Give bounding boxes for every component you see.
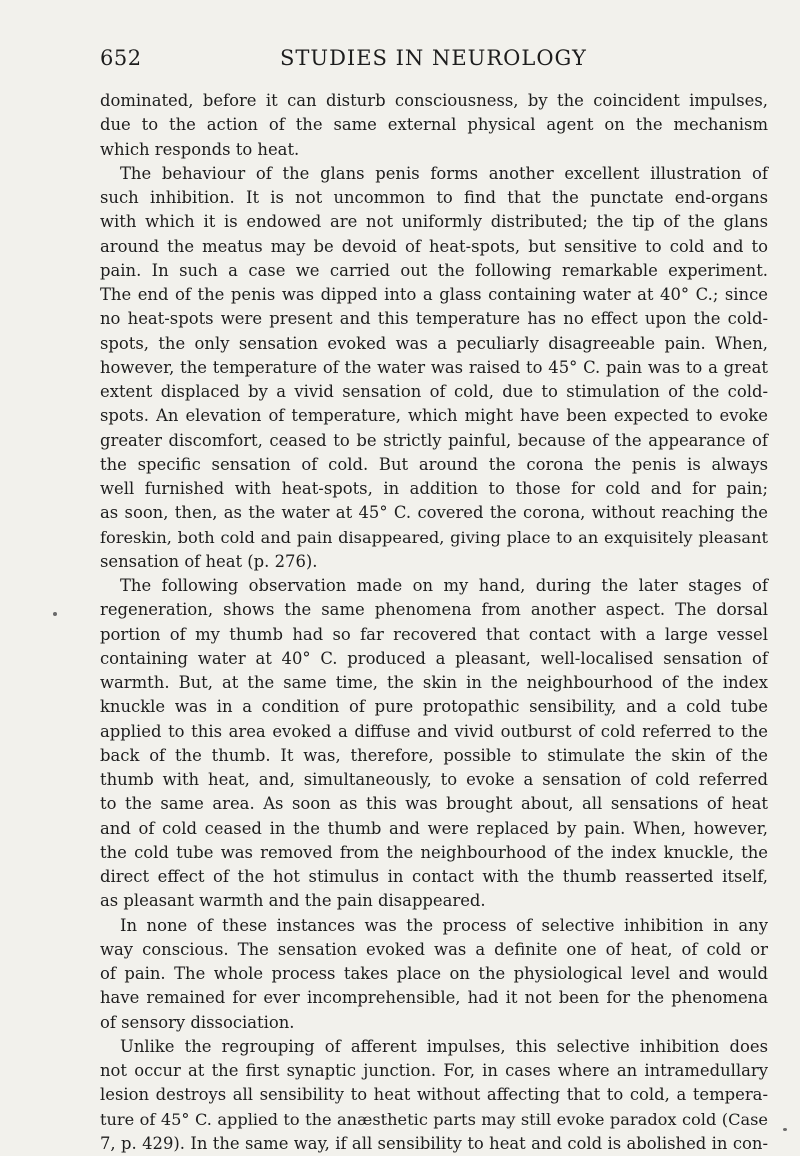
print-speck [783,1128,787,1131]
text-line: regeneration, shows the same phenomena from another aspect. The dorsal [100,600,768,620]
text-line: well furnished with heat-spots, in addition to those for cold and for pain; [100,479,768,498]
text-line: which responds to heat. [100,139,300,159]
paragraph-first-line: The behaviour of the glans penis forms another excellent illustration of [120,163,768,183]
text-line: of pain. The whole process takes place on the physiological level and would [100,964,768,983]
running-head [100,46,772,76]
text-line: extent displaced by a vivid sensation of cold, due to stimulation of the cold- [100,382,768,401]
paragraph-first-line: The following observation made on my hand, during the later stages of [120,576,768,595]
running-title: STUDIES IN NEUROLOGY [280,46,587,70]
text-line: such inhibition. It is not uncommon to find that the punctate end-organs [100,188,768,207]
text-line: the cold tube was removed from the neighbourhood of the index knuckle, the [100,842,768,862]
page-number: 652 [100,46,142,70]
text-line: around the meatus may be devoid of heat-spots, but sensitive to cold and to [100,236,768,256]
text-line: thumb with heat, and, simultaneously, to evoke a sensation of cold referred [100,770,768,789]
paragraph-first-line: In none of these instances was the process of selective inhibition in any [120,915,768,935]
paragraph-first-line: Unlike the regrouping of afferent impulses, this selective inhibition does [120,1036,768,1056]
text-line: as pleasant warmth and the pain disappeared. [100,891,486,911]
text-line: sensation of heat (p. 276). [100,551,318,571]
text-line: applied to this area evoked a diffuse and vivid outburst of cold referred to the [100,721,768,741]
print-speck [53,612,57,616]
text-line: pain. In such a case we carried out the following remarkable experiment. [100,260,768,280]
text-line: warmth. But, at the same time, the skin in the neighbourhood of the index [100,673,768,692]
text-line: foreskin, both cold and pain disappeared, giving place to an exquisitely pleasant [100,527,768,547]
text-line: greater discomfort, ceased to be strictly painful, because of the appearance of [100,430,768,450]
text-line: The end of the penis was dipped into a glass containing water at 40° C.; since [100,285,768,304]
text-line: of sensory dissociation. [100,1012,295,1032]
text-line: ture of 45° C. applied to the anæsthetic parts may still evoke paradox cold (Case [100,1109,768,1129]
text-line: way conscious. The sensation evoked was a definite one of heat, of cold or [100,939,768,959]
text-line: knuckle was in a condition of pure protopathic sensibility, and a cold tube [100,697,768,717]
body-text [100,89,768,1156]
text-line: direct effect of the hot stimulus in contact with the thumb reasserted itself, [100,867,768,886]
text-line: spots. An elevation of temperature, which might have been expected to evoke [100,406,768,426]
text-line: with which it is endowed are not uniformly distributed; the tip of the glans [100,212,768,232]
text-line: spots, the only sensation evoked was a peculiarly disagreeable pain. When, [100,333,768,353]
text-line: however, the temperature of the water was raised to 45° C. pain was to a great [100,357,768,377]
text-line: as soon, then, as the water at 45° C. covered the corona, without reaching the [100,503,768,523]
text-line: to the same area. As soon as this was brought about, all sensations of heat [100,794,768,814]
text-line: have remained for ever incomprehensible, had it not been for the phenomena [100,988,768,1008]
text-line: lesion destroys all sensibility to heat without affecting that to cold, a tempera- [100,1085,768,1105]
text-line: 7, p. 429). In the same way, if all sensibility to heat and cold is abolished in con- [100,1133,768,1153]
text-line: and of cold ceased in the thumb and were replaced by pain. When, however, [100,818,768,838]
text-line: not occur at the first synaptic junction. For, in cases where an intramedullary [100,1061,768,1080]
text-line: dominated, before it can disturb consciousness, by the coincident impulses, [100,91,768,110]
text-line: containing water at 40° C. produced a pleasant, well-localised sensation of [100,648,768,668]
text-line: portion of my thumb had so far recovered that contact with a large vessel [100,624,768,644]
text-line: the specific sensation of cold. But around the corona the penis is always [100,454,768,474]
text-line: back of the thumb. It was, therefore, possible to stimulate the skin of the [100,745,768,765]
text-line: no heat-spots were present and this temperature has no effect upon the cold- [100,309,768,329]
text-line: due to the action of the same external physical agent on the mechanism [100,115,768,135]
